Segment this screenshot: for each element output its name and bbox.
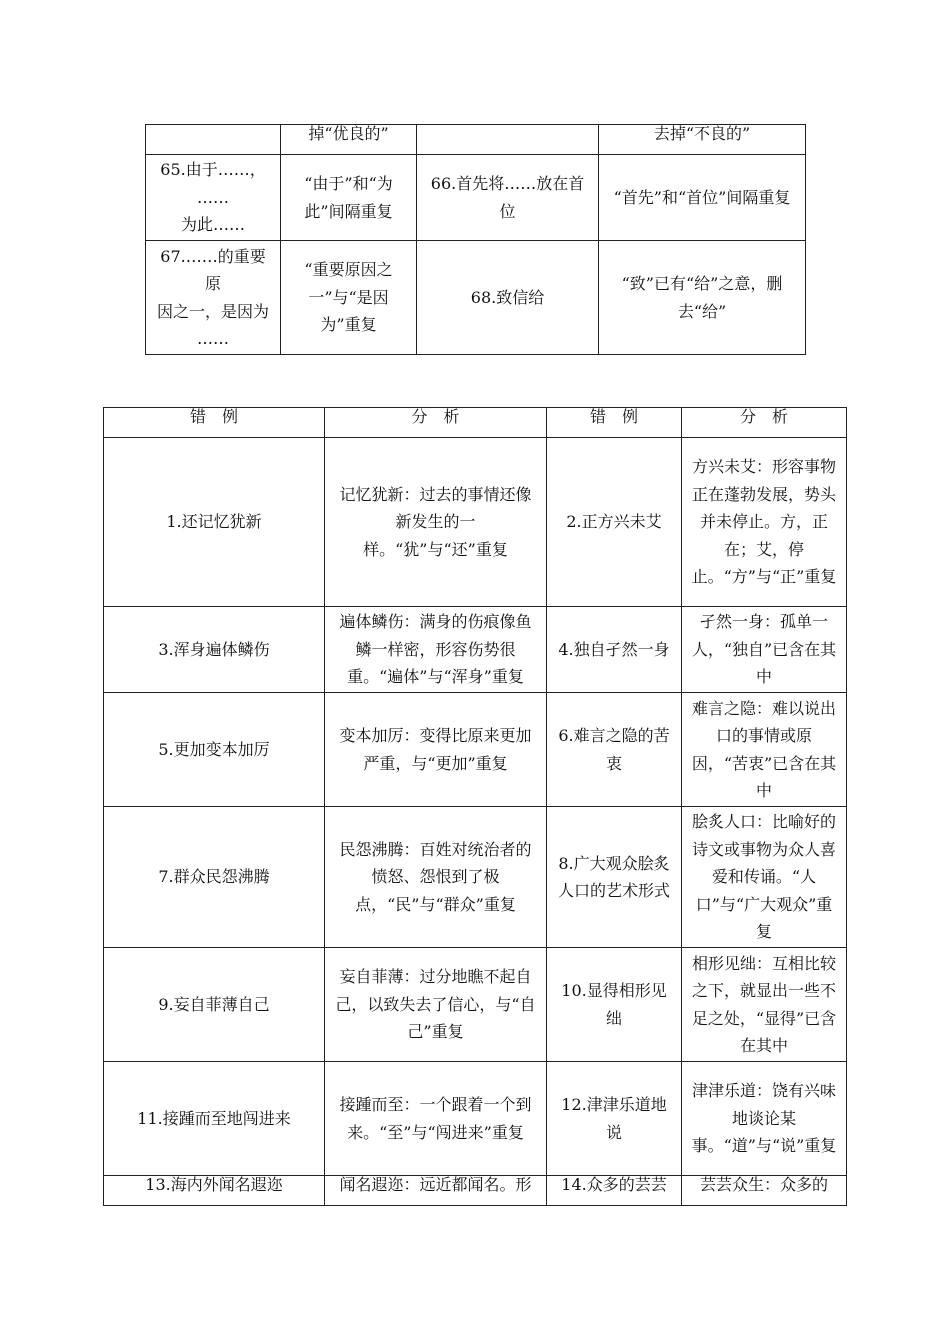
header-cell: 分 析 [682,408,847,438]
table-cell: 4.独自孑然一身 [547,607,682,693]
table-row [104,607,847,693]
table-row [146,125,806,155]
table-cell: 妄自菲薄：过分地瞧不起自己，以致失去了信心，与“自己”重复 [325,948,547,1062]
table-cell: 7.群众民怨沸腾 [104,807,325,948]
continued-table [145,124,806,355]
table-cell: 掉“优良的” [281,125,417,155]
table-cell: 3.浑身遍体鳞伤 [104,607,325,693]
table-cell: 5.更加变本加厉 [104,693,325,807]
table-cell: 10.显得相形见绌 [547,948,682,1062]
table-row [104,1062,847,1176]
table-cell: 9.妄自菲薄自己 [104,948,325,1062]
table-cell: 闻名遐迩：远近都闻名。形 [325,1176,547,1206]
table-cell: 13.海内外闻名遐迩 [104,1176,325,1206]
table-cell: 1.还记忆犹新 [104,438,325,607]
table-cell: 去掉“不良的” [599,125,806,155]
table-header-row [104,408,847,438]
table-cell: 66.首先将……放在首位 [417,155,599,241]
table-cell: 变本加厉：变得比原来更加严重，与“更加”重复 [325,693,547,807]
table-cell: 孑然一身：孤单一人，“独自”已含在其中 [682,607,847,693]
table-cell: 津津乐道：饶有兴味地谈论某事。“道”与“说”重复 [682,1062,847,1176]
table-row [146,241,806,355]
table-cell: 脍炙人口：比喻好的诗文或事物为众人喜爱和传诵。“人口”与“广大观众”重复 [682,807,847,948]
header-cell: 分 析 [325,408,547,438]
table-row [104,693,847,807]
table-cell: 11.接踵而至地闯进来 [104,1062,325,1176]
table-cell: 67.……的重要原 因之一，是因为 …… [146,241,281,355]
table-cell: 8.广大观众脍炙人口的艺术形式 [547,807,682,948]
table-cell: “重要原因之一”与“是因为”重复 [281,241,417,355]
table-cell: 12.津津乐道地说 [547,1062,682,1176]
table-cell [417,125,599,155]
table-cell: 记忆犹新：过去的事情还像新发生的一样。“犹”与“还”重复 [325,438,547,607]
table-cell: 接踵而至：一个跟着一个到来。“至”与“闯进来”重复 [325,1062,547,1176]
table-cell: 相形见绌：互相比较之下，就显出一些不足之处，“显得”已含在其中 [682,948,847,1062]
table-cell: 遍体鳞伤：满身的伤痕像鱼鳞一样密，形容伤势很重。“遍体”与“浑身”重复 [325,607,547,693]
table-row [104,438,847,607]
error-analysis-table [103,407,847,1206]
table-cell: 芸芸众生：众多的 [682,1176,847,1206]
table-cell: 方兴未艾：形容事物正在蓬勃发展，势头并未停止。方，正在；艾，停止。“方”与“正”重复 [682,438,847,607]
table-row [146,155,806,241]
table-cell: 14.众多的芸芸 [547,1176,682,1206]
table-cell: 民怨沸腾：百姓对统治者的愤怒、怨恨到了极点，“民”与“群众”重复 [325,807,547,948]
table-cell: “首先”和“首位”间隔重复 [599,155,806,241]
header-cell: 错 例 [104,408,325,438]
header-cell: 错 例 [547,408,682,438]
table-cell [146,125,281,155]
table-row [104,948,847,1062]
table-cell: 65.由于……， …… 为此…… [146,155,281,241]
table-cell: 2.正方兴未艾 [547,438,682,607]
table-row [104,807,847,948]
table-cell: 难言之隐：难以说出口的事情或原因，“苦衷”已含在其中 [682,693,847,807]
table-row [104,1176,847,1206]
table-cell: “由于”和“为此”间隔重复 [281,155,417,241]
table-cell: 6.难言之隐的苦衷 [547,693,682,807]
table-cell: 68.致信给 [417,241,599,355]
table-cell: “致”已有“给”之意，删去“给” [599,241,806,355]
